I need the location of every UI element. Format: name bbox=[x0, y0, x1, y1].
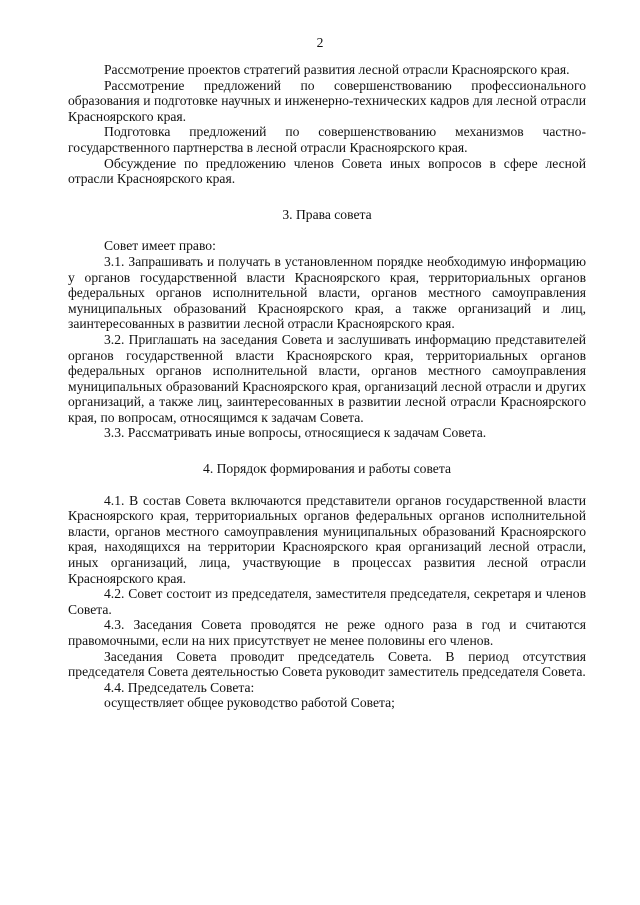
section-3-item-3: 3.3. Рассматривать иные вопросы, относящиеся к задачам Совета. bbox=[104, 425, 487, 441]
section-4-item-4-duty: осуществляет общее руководство работой Совета; bbox=[104, 695, 395, 711]
section-4-item-3: 4.3. Заседания Совета проводятся не реже одного раза в год и считаются правомочными, если на них присутствует не менее половины его членов. bbox=[68, 617, 586, 648]
section-4-item-4: 4.4. Председатель Совета: bbox=[104, 679, 255, 695]
section-3-item-2: 3.2. Приглашать на заседания Совета и заслушивать информацию представителей органов государственной власти Красноярского края, территориальных органов федеральных органов исполнительной власти, органов местного самоуправления муниципальных образований Красноярского края, организаций лесной отрасли и других организаций, а также лиц, заинтересованных в развитии лесной отрасли Красноярского края, по вопросам, относящимся к задачам Совета. bbox=[68, 331, 586, 425]
page-content bbox=[68, 62, 586, 711]
section-3-intro: Совет имеет право: bbox=[104, 238, 216, 254]
section-3-item-1: 3.1. Запрашивать и получать в установленном порядке необходимую информацию у органов государственной власти Красноярского края, территориальных органов федеральных органов исполнительной власти, органов местного самоуправления муниципальных образований Красноярского края, а также организаций и лиц, заинтересованных в развитии лесной отрасли Красноярского края. bbox=[68, 253, 586, 332]
section-3-heading: 3. Права совета bbox=[282, 206, 372, 222]
section-4-heading: 4. Порядок формирования и работы совета bbox=[203, 461, 451, 477]
paragraph-other-questions: Обсуждение по предложению членов Совета иных вопросов в сфере лесной отрасли Красноярского края. bbox=[68, 155, 586, 187]
section-4-item-1: 4.1. В состав Совета включаются представители органов государственной власти Красноярского края, территориальных органов федеральных органов исполнительной власти, органов местного самоуправления муниципальных образований Красноярского края, находящихся на территории Красноярского края организаций лесной отрасли, иных организаций, лица, участвующие в процессах развития лесной отрасли Красноярского края. bbox=[68, 492, 586, 586]
section-4-chair-paragraph: Заседания Совета проводит председатель Совета. В период отсутствия председателя Совета деятельностью Совета руководит заместитель председателя Совета. bbox=[68, 648, 586, 680]
page-number: 2 bbox=[316, 35, 324, 50]
paragraph-strategies: Рассмотрение проектов стратегий развития лесной отрасли Красноярского края. bbox=[104, 62, 570, 77]
paragraph-partnership: Подготовка предложений по совершенствованию механизмов частно-государственного партнерства в лесной отрасли Красноярского края. bbox=[68, 124, 586, 155]
paragraph-education: Рассмотрение предложений по совершенствованию профессионального образования и подготовке научных и инженерно-технических кадров для лесной отрасли Красноярского края. bbox=[68, 77, 586, 124]
section-4-item-2: 4.2. Совет состоит из председателя, заместителя председателя, секретаря и членов Совета. bbox=[68, 586, 586, 617]
